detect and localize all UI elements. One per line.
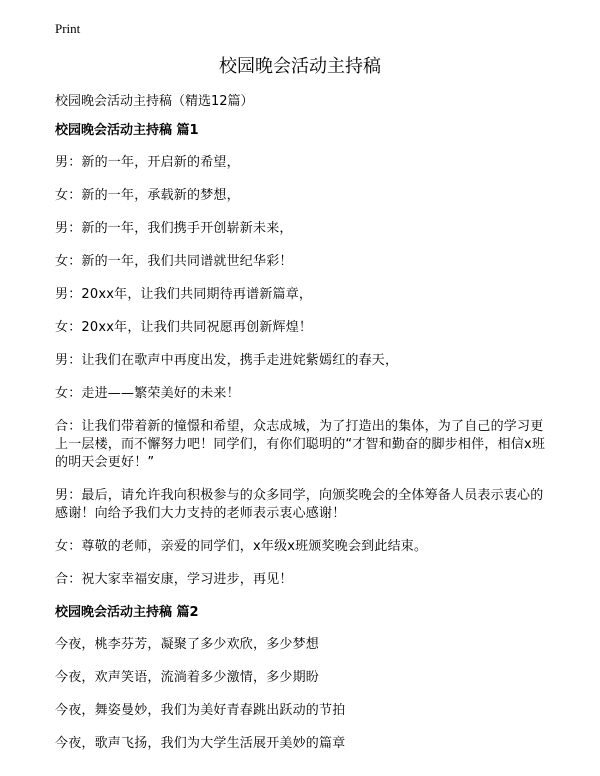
paragraph: 女：尊敬的老师，亲爱的同学们，x年级x班颁奖晚会到此结束。 [55,539,428,554]
document-subtitle: 校园晚会活动主持稿（精选12篇） [55,94,254,109]
paragraph: 女：新的一年，承载新的梦想， [55,188,240,203]
paragraph: 今夜，欢声笑语，流淌着多少激情，多少期盼 [55,670,320,685]
paragraph: 合：让我们带着新的憧憬和希望，众志成城，为了打造出的集体，为了自己的学习更上一层楼，而不懈努力吧！同学们，有你们聪明的“才智和勤奋的脚步相伴，相信x班的明天会更好！” [55,419,546,470]
document-body [55,122,550,768]
paragraph: 女：走进——繁荣美好的未来！ [55,386,240,401]
paragraph: 女：20xx年，让我们共同祝愿再创新辉煌！ [55,320,313,335]
section-heading: 校园晚会活动主持稿 篇2 [55,605,199,620]
paragraph: 男：新的一年，我们携手开创崭新未来， [55,221,293,236]
paragraph: 今夜，歌声飞扬，我们为大学生活展开美妙的篇章 [55,736,346,751]
paragraph: 合：祝大家幸福安康，学习进步，再见！ [55,572,293,587]
paragraph: 今夜，舞姿曼妙，我们为美好青春跳出跃动的节拍 [55,703,346,718]
paragraph: 男：最后，请允许我向积极参与的众多同学，向颁奖晚会的全体筹备人员表示衷心的感谢！向给予我们大力支持的老师表示衷心感谢！ [55,488,544,521]
print-link[interactable]: Print [55,21,81,36]
section-heading: 校园晚会活动主持稿 篇1 [55,123,199,138]
paragraph: 今夜，桃李芬芳，凝聚了多少欢欣，多少梦想 [55,637,320,652]
document-title: 校园晚会活动主持稿 [219,56,381,77]
paragraph: 女：新的一年，我们共同谱就世纪华彩！ [55,254,293,269]
paragraph: 男：让我们在歌声中再度出发，携手走进姹紫嫣红的春天， [55,353,399,368]
paragraph: 男：20xx年，让我们共同期待再谱新篇章， [55,287,313,302]
paragraph: 男：新的一年，开启新的希望， [55,155,240,170]
